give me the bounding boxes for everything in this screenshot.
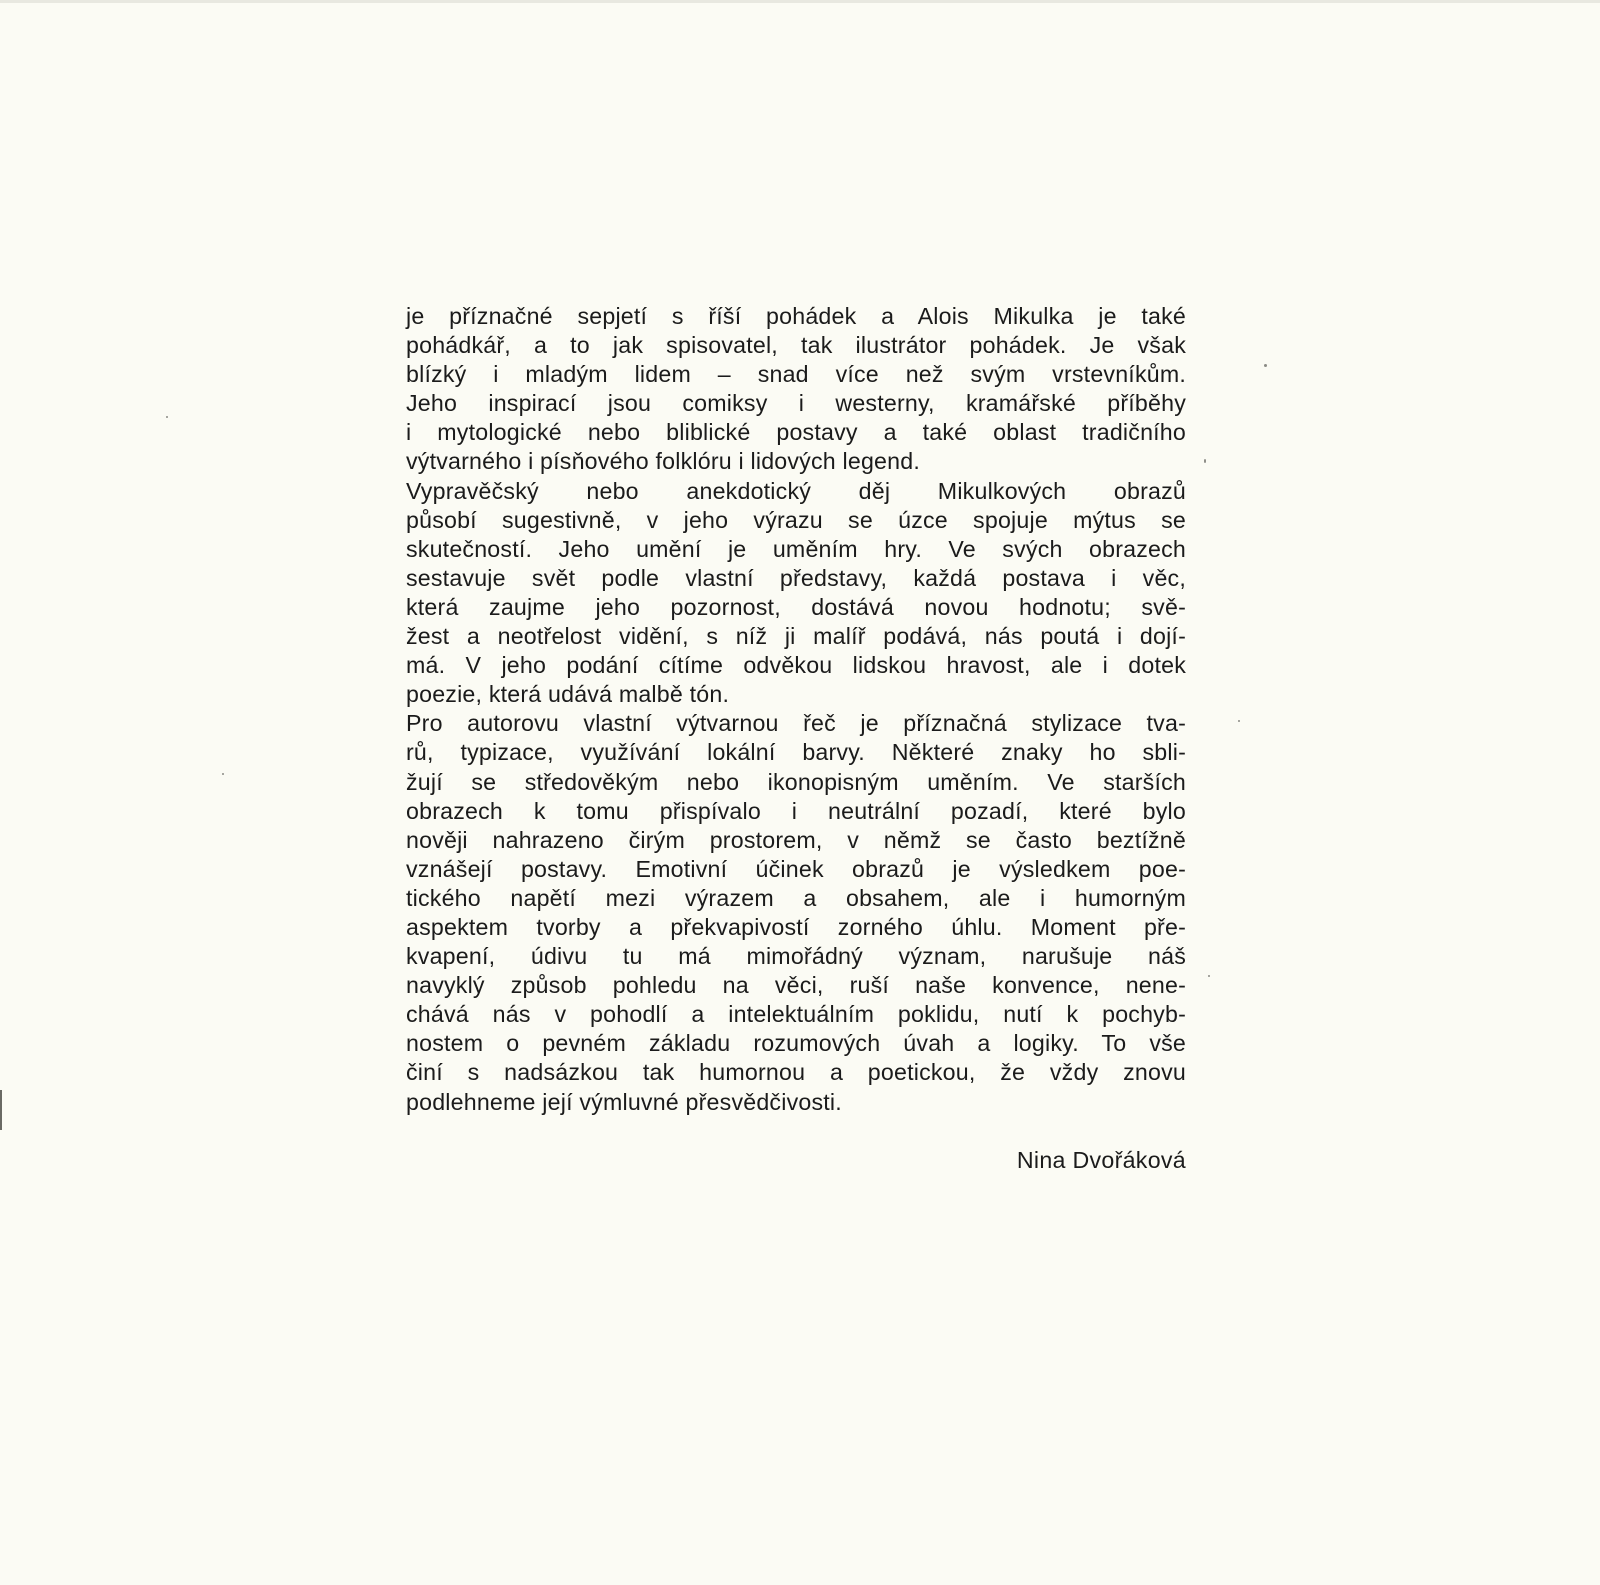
text-line: činí s nadsázkou tak humornou a poetickou, že vždy znovu: [406, 1059, 1186, 1086]
text-line: rů, typizace, využívání lokální barvy. Některé znaky ho sbli-: [406, 739, 1186, 766]
dust-speck: [222, 773, 224, 775]
text-line: nostem o pevném základu rozumových úvah a logiky. To vše: [406, 1030, 1186, 1057]
page-top-edge: [0, 0, 1600, 3]
text-line: obrazech k tomu přispívalo i neutrální pozadí, které bylo: [406, 797, 1186, 824]
dust-speck: [166, 416, 168, 418]
text-line: chává nás v pohodlí a intelektuálním poklidu, nutí k pochyb-: [406, 1001, 1186, 1028]
text-line: Jeho inspirací jsou comiksy i westerny, kramářské příběhy: [406, 390, 1186, 417]
text-line: podlehneme její výmluvné přesvědčivosti.: [406, 1088, 842, 1115]
text-line: žest a neotřelost vidění, s níž ji malíř podává, nás poutá i dojí-: [406, 623, 1186, 650]
text-line: blízký i mladým lidem – snad více než svým vrstevníkům.: [406, 361, 1186, 388]
text-line: skutečností. Jeho umění je uměním hry. Ve svých obrazech: [406, 535, 1186, 562]
text-line: výtvarného i písňového folklóru i lidových legend.: [406, 448, 920, 475]
text-line: sestavuje svět podle vlastní představy, každá postava i věc,: [406, 564, 1186, 591]
text-line: vznášejí postavy. Emotivní účinek obrazů je výsledkem poe-: [406, 855, 1186, 882]
text-line: pohádkář, a to jak spisovatel, tak ilustrátor pohádek. Je však: [406, 332, 1186, 359]
text-line: která zaujme jeho pozornost, dostává novou hodnotu; svě-: [406, 593, 1186, 620]
author-signature: Nina Dvořáková: [1016, 1147, 1186, 1173]
text-line: Vypravěčský nebo anekdotický děj Mikulkových obrazů: [406, 477, 1186, 504]
text-line: kvapení, údivu tu má mimořádný význam, narušuje náš: [406, 943, 1186, 970]
text-line: aspektem tvorby a překvapivostí zorného úhlu. Moment pře-: [406, 913, 1186, 940]
text-line: má. V jeho podání cítíme odvěkou lidskou hravost, ale i dotek: [406, 652, 1186, 679]
text-line: navyklý způsob pohledu na věci, ruší naše konvence, nene-: [406, 972, 1186, 999]
dust-speck: [1204, 459, 1206, 463]
text-line: je příznačné sepjetí s říší pohádek a Alois Mikulka je také: [406, 303, 1186, 329]
text-line: i mytologické nebo bliblické postavy a také oblast tradičního: [406, 419, 1186, 446]
text-line: Pro autorovu vlastní výtvarnou řeč je příznačná stylizace tva-: [406, 710, 1186, 737]
text-line: poezie, která udává malbě tón.: [406, 681, 730, 708]
dust-speck: [1264, 364, 1267, 367]
page-left-edge-mark: [0, 1090, 2, 1130]
text-line: nověji nahrazeno čirým prostorem, v němž se často beztížně: [406, 826, 1186, 853]
dust-speck: [1238, 720, 1240, 722]
article-body: [406, 302, 1186, 1117]
text-line: žují se středověkým nebo ikonopisným uměním. Ve starších: [406, 768, 1186, 795]
text-line: tického napětí mezi výrazem a obsahem, ale i humorným: [406, 884, 1186, 911]
dust-speck: [1208, 975, 1210, 977]
text-line: působí sugestivně, v jeho výrazu se úzce spojuje mýtus se: [406, 506, 1186, 533]
